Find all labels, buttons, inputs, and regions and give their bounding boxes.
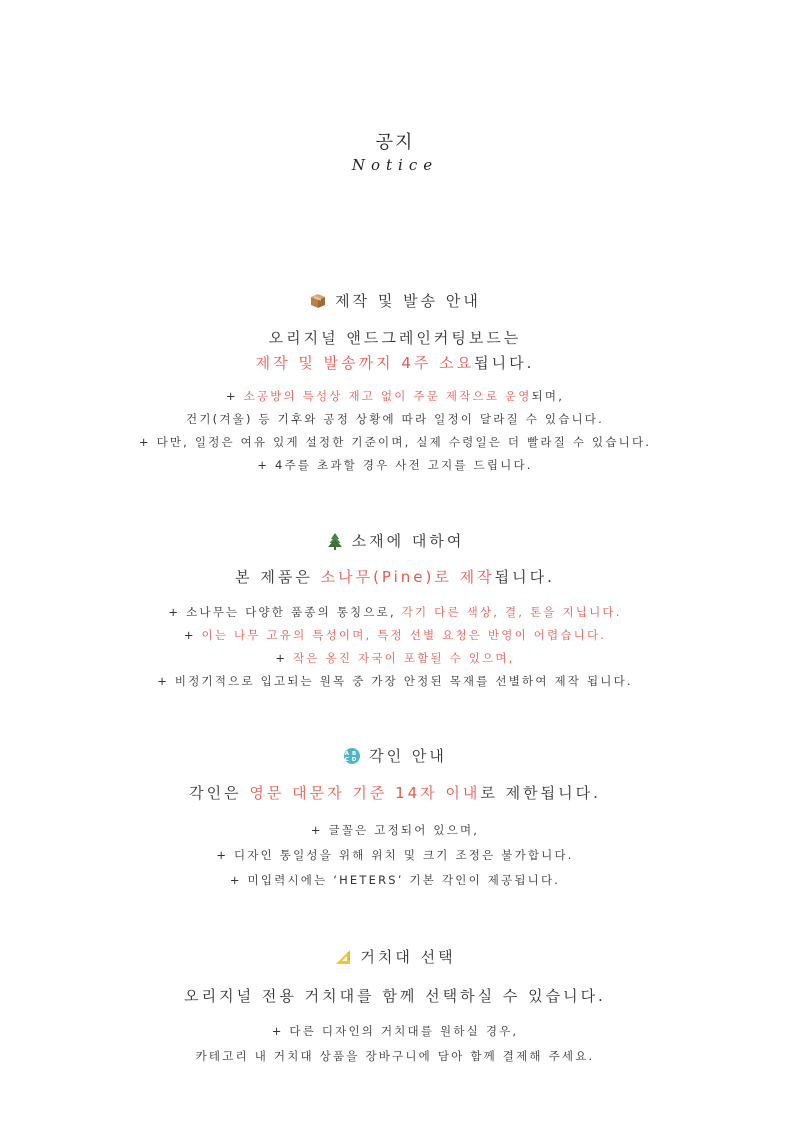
package-icon: [309, 292, 327, 310]
note-line: [0, 650, 790, 666]
section-lead: 오리지널 전용 거치대를 함께 선택하실 수 있습니다.: [184, 987, 606, 1005]
section-heading-material: [0, 530, 790, 551]
note-line: [0, 627, 790, 643]
note-line: + 다만, 일정은 여유 있게 설정한 기준이며, 실제 수령일은 더 빨라질 수 있습니다.: [138, 435, 652, 449]
highlight-text: 영문 대문자 기준 14자 이내: [249, 784, 481, 802]
note-line: [0, 604, 790, 620]
highlight-text: 제작 및 발송까지 4주 소요: [255, 354, 475, 372]
highlight-text: 각기 다른 색상, 결, 톤을 지닙니다.: [401, 605, 622, 619]
note-line: + 다른 디자인의 거치대를 원하실 경우,: [271, 1024, 519, 1038]
note-line: 건기(겨울) 등 기후와 공정 상황에 따라 일정이 달라질 수 있습니다.: [186, 412, 604, 426]
highlight-text: 작은 옹진 자국이 포함될 수 있으며,: [293, 651, 515, 665]
section-lead: [0, 782, 790, 803]
note-text: + 소나무는 다양한 품종의 통칭으로,: [168, 605, 402, 619]
note-prefix: +: [183, 628, 202, 642]
section-heading-label: 제작 및 발송 안내: [335, 292, 481, 310]
note-prefix: +: [275, 651, 294, 665]
section-lead: 오리지널 앤드그레인커팅보드는: [268, 329, 522, 347]
highlight-text: 소나무(Pine)로 제작: [320, 568, 495, 586]
highlight-text: 이는 나무 고유의 특성이며, 특정 선별 요청은 반영이 어렵습니다.: [201, 628, 607, 642]
page-subtitle: Notice: [351, 156, 439, 174]
note-line: 카테고리 내 거치대 상품을 장바구니에 담아 함께 결제해 주세요.: [195, 1049, 595, 1063]
note-line: + 글꼴은 고정되어 있으며,: [310, 823, 480, 837]
lead-text: 로 제한됩니다.: [480, 784, 601, 802]
note-prefix: +: [225, 389, 244, 403]
section-heading-label: 거치대 선택: [360, 948, 456, 966]
note-line: + 미입력시에는 ‘HETERS’ 기본 각인이 제공됩니다.: [229, 873, 561, 887]
highlight-text: 소공방의 특성상 재고 없이 주문 제작으로 운영: [243, 389, 532, 403]
section-heading-production: [0, 290, 790, 311]
section-heading-label: 소재에 대하여: [351, 532, 465, 550]
lead-text: 됩니다.: [494, 568, 555, 586]
note-line: + 비정기적으로 입고되는 원목 중 가장 안정된 목재를 선별하여 제작 됩니다.: [157, 674, 633, 688]
section-heading-stand: [0, 946, 790, 967]
tree-icon: [326, 532, 344, 550]
note-line: [0, 388, 790, 404]
note-text: 되며,: [531, 389, 565, 403]
lead-text: 됩니다.: [474, 354, 535, 372]
page-title: 공지: [375, 132, 415, 153]
note-line: + 디자인 통일성을 위해 위치 및 크기 조정은 불가합니다.: [216, 848, 574, 862]
svg-text:CD: CD: [344, 756, 360, 763]
section-heading-label: 각인 안내: [369, 747, 447, 765]
abcd-icon: [343, 747, 361, 765]
section-heading-engraving: [0, 745, 790, 766]
lead-text: 본 제품은: [235, 568, 321, 586]
lead-text: 각인은: [189, 784, 250, 802]
note-line: + 4주를 초과할 경우 사전 고지를 드립니다.: [257, 458, 533, 472]
triangle-ruler-icon: [334, 948, 352, 966]
svg-text:AB: AB: [344, 750, 360, 757]
section-lead: [0, 566, 790, 587]
section-lead: [0, 352, 790, 373]
